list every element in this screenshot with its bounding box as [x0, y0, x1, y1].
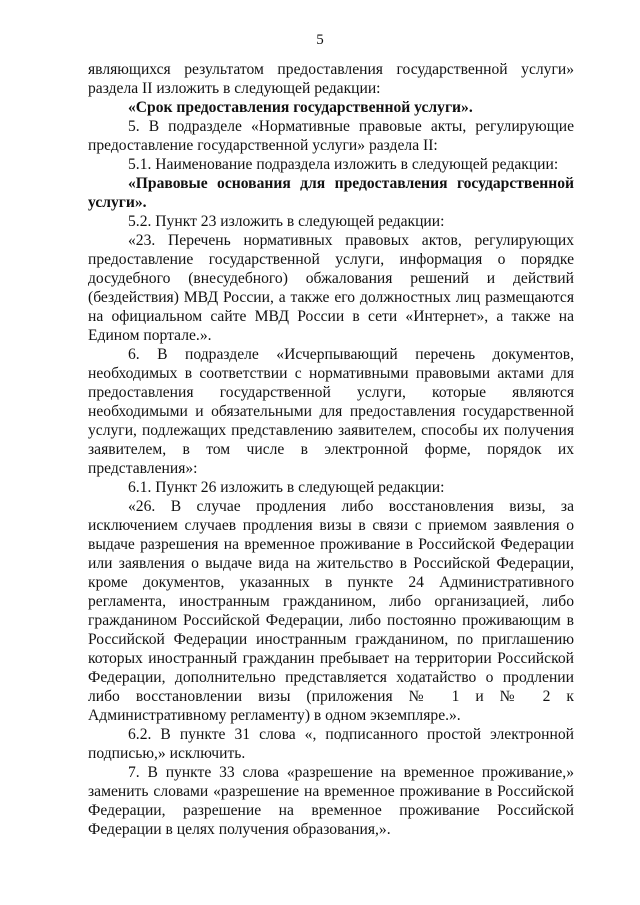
bold-text: «Срок предоставления государственной услуги». [128, 99, 473, 116]
paragraph: 5. В подразделе «Нормативные правовые акты, регулирующие предоставление государственной услуги» раздела II: [88, 118, 574, 154]
paragraph: 6. В подразделе «Исчерпывающий перечень документов, необходимых в соответствии с нормативными правовыми актами для предоставления государственной услуги, которые являются необходимыми и обязательными для предоставления государственной услуги, подлежащих представлению заявителем, способы их получения заявителем, в том числе в электронной форме, порядок их представления»: [88, 346, 574, 477]
paragraph: являющихся результатом предоставления государственной услуги» раздела II изложить в следующей редакции: [88, 61, 574, 97]
paragraph: 7. В пункте 33 слова «разрешение на временное проживание,» заменить словами «разрешение на временное проживание в Российской Федерации, разрешение на временное проживание Российской Федерации в целях получения образования,». [88, 764, 574, 838]
paragraph: 5.1. Наименование подраздела изложить в следующей редакции: [128, 156, 559, 173]
paragraph-heading [88, 98, 574, 117]
paragraph: 6.1. Пункт 26 изложить в следующей редакции: [128, 479, 445, 496]
paragraph: 6.2. В пункте 31 слова «, подписанного простой электронной подписью,» исключить. [88, 726, 574, 762]
paragraph: «26. В случае продления либо восстановления визы, за исключением случаев продления визы в связи с приемом заявления о выдаче разрешения на временное проживание в Российской Федерации или заявления о выдаче вида на жительство в Российской Федерации, кроме документов, указанных в пункте 24 Административного регламента, иностранным гражданином, либо организацией, либо гражданином Российской Федерации, либо постоянно проживающим в Российской Федерации иностранным гражданином, по приглашению которых иностранный гражданин пребывает на территории Российской Федерации, дополнительно представляется ходатайство о продлении либо восстановлении визы (приложения № 1 и № 2 к Административному регламенту) в одном экземпляре.». [88, 498, 574, 724]
bold-text: «Правовые основания для предоставления государственной услуги». [88, 175, 574, 211]
paragraph: «23. Перечень нормативных правовых актов, регулирующих предоставление государственной услуги, информация о порядке досудебного (внесудебного) обжалования решений и действий (бездействия) МВД России, а также его должностных лиц размещаются на официальном сайте МВД России в сети «Интернет», а также на Едином портале.». [88, 232, 574, 344]
page-number: 5 [316, 32, 324, 48]
paragraph: 5.2. Пункт 23 изложить в следующей редакции: [128, 213, 445, 230]
paragraph-heading [88, 174, 574, 212]
document-body [88, 60, 574, 839]
